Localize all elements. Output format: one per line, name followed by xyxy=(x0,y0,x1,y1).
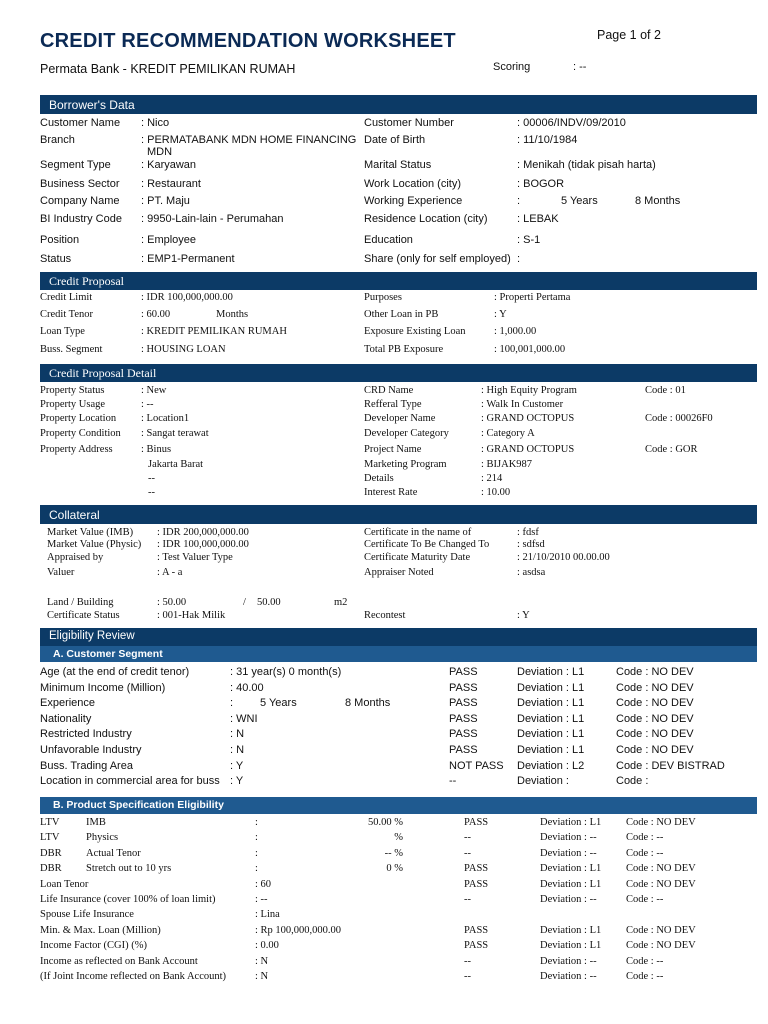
borrower-label: Segment Type xyxy=(40,159,111,171)
spec-label: DBR xyxy=(40,848,62,859)
borrower-value: : Restaurant xyxy=(141,178,201,190)
detail-value: : Sangat terawat xyxy=(141,428,209,439)
spec-label: Life Insurance (cover 100% of loan limit) xyxy=(40,894,216,905)
segment-label: Restricted Industry xyxy=(40,728,132,740)
borrower-value: : BOGOR xyxy=(517,178,565,190)
borrower-label: Position xyxy=(40,234,80,246)
page-title: CREDIT RECOMMENDATION WORKSHEET xyxy=(40,30,456,52)
spec-label: Income as reflected on Bank Account xyxy=(40,956,198,967)
segment-code: Code : NO DEV xyxy=(616,728,694,740)
section-product-spec: B. Product Specification Eligibility xyxy=(40,797,757,814)
collateral-value: : asdsa xyxy=(517,567,546,578)
spec-label: (If Joint Income reflected on Bank Account) xyxy=(40,971,227,982)
spec-sublabel: Physics xyxy=(86,832,119,843)
borrower-months: 8 Months xyxy=(635,195,681,207)
detail-label: Property Address xyxy=(40,444,113,455)
segment-value: : Y xyxy=(230,775,244,787)
detail-value: : Location1 xyxy=(141,413,190,424)
detail-value: : 214 xyxy=(481,473,503,484)
detail-label: Developer Category xyxy=(364,428,449,439)
segment-result: PASS xyxy=(449,682,478,694)
segment-result: PASS xyxy=(449,697,478,709)
section-eligibility: Eligibility Review xyxy=(40,628,757,646)
spec-number: -- % xyxy=(384,848,403,859)
segment-deviation: Deviation : L1 xyxy=(517,728,585,740)
section-borrower: Borrower's Data xyxy=(40,95,757,114)
borrower-label: Work Location (city) xyxy=(364,178,461,190)
borrower-value: : Karyawan xyxy=(141,159,197,171)
spec-deviation: Deviation : -- xyxy=(540,848,597,859)
spec-sublabel: Actual Tenor xyxy=(86,848,141,859)
address-line: -- xyxy=(148,473,155,484)
spec-deviation: Deviation : -- xyxy=(540,894,597,905)
credit-label: Purposes xyxy=(364,292,402,303)
cert-status-value: : 001-Hak Milik xyxy=(157,610,226,621)
detail-value: : Category A xyxy=(481,428,535,439)
segment-label: Experience xyxy=(40,697,96,709)
segment-label: Buss. Trading Area xyxy=(40,760,133,772)
borrower-label: Date of Birth xyxy=(364,134,426,146)
spec-value: : xyxy=(255,863,258,874)
credit-label: Credit Limit xyxy=(40,292,93,303)
borrower-label: Marital Status xyxy=(364,159,432,171)
segment-deviation: Deviation : xyxy=(517,775,569,787)
detail-value: : Binus xyxy=(141,444,172,455)
spec-value: : N xyxy=(255,956,269,967)
collateral-value: : Test Valuer Type xyxy=(157,552,233,563)
segment-result: NOT PASS xyxy=(449,760,504,772)
collateral-label: Certificate To Be Changed To xyxy=(364,539,490,550)
spec-result: -- xyxy=(464,894,471,905)
segment-result: PASS xyxy=(449,713,478,725)
detail-label: Refferal Type xyxy=(364,399,422,410)
address-line: -- xyxy=(148,487,155,498)
collateral-label: Appraised by xyxy=(47,552,104,563)
segment-code: Code : DEV BISTRAD xyxy=(616,760,725,772)
borrower-years: 5 Years xyxy=(561,195,598,207)
spec-deviation: Deviation : -- xyxy=(540,832,597,843)
page-number: Page 1 of 2 xyxy=(597,28,661,42)
spec-result: -- xyxy=(464,956,471,967)
credit-value: : Properti Pertama xyxy=(494,292,571,303)
spec-code: Code : NO DEV xyxy=(626,940,696,951)
segment-value: : 31 year(s) 0 month(s) xyxy=(230,666,342,678)
land-value: : 50.00 xyxy=(157,597,187,608)
cert-status-label: Certificate Status xyxy=(47,610,120,621)
collateral-value: : fdsf xyxy=(517,527,539,538)
detail-label: Project Name xyxy=(364,444,422,455)
spec-label: Income Factor (CGI) (%) xyxy=(40,940,147,951)
recontest-value: : Y xyxy=(517,610,530,621)
borrower-value: : PT. Maju xyxy=(141,195,190,207)
segment-deviation: Deviation : L1 xyxy=(517,744,585,756)
segment-label: Minimum Income (Million) xyxy=(40,682,166,694)
detail-label: Developer Name xyxy=(364,413,436,424)
segment-label: Unfavorable Industry xyxy=(40,744,142,756)
spec-result: -- xyxy=(464,971,471,982)
borrower-label: Working Experience xyxy=(364,195,463,207)
recontest-label: Recontest xyxy=(364,610,406,621)
spec-value: : -- xyxy=(255,894,268,905)
spec-sublabel: Stretch out to 10 yrs xyxy=(86,863,172,874)
collateral-label: Appraiser Noted xyxy=(364,567,434,578)
borrower-value: : 9950-Lain-lain - Perumahan xyxy=(141,213,284,225)
borrower-label: Customer Number xyxy=(364,117,454,129)
detail-code: Code : GOR xyxy=(645,444,698,455)
segment-code: Code : NO DEV xyxy=(616,682,694,694)
address-line: Jakarta Barat xyxy=(148,459,204,470)
land-building-label: Land / Building xyxy=(47,597,114,608)
credit-label: Credit Tenor xyxy=(40,309,94,320)
borrower-value: : S-1 xyxy=(517,234,541,246)
credit-value: : HOUSING LOAN xyxy=(141,344,226,355)
collateral-label: Certificate Maturity Date xyxy=(364,552,471,563)
borrower-label: Company Name xyxy=(40,195,120,207)
borrower-label: BI Industry Code xyxy=(40,213,122,225)
segment-label: Nationality xyxy=(40,713,92,725)
spec-value: : 0.00 xyxy=(255,940,279,951)
credit-value: : 60.00 xyxy=(141,309,171,320)
collateral-label: Market Value (Physic) xyxy=(47,539,142,550)
segment-result: PASS xyxy=(449,728,478,740)
spec-code: Code : -- xyxy=(626,848,664,859)
borrower-value: : PERMATABANK MDN HOME FINANCING xyxy=(141,134,357,146)
spec-label: Spouse Life Insurance xyxy=(40,909,134,920)
spec-code: Code : NO DEV xyxy=(626,817,696,828)
segment-value: : Y xyxy=(230,760,244,772)
spec-label: LTV xyxy=(40,832,60,843)
spec-value: : N xyxy=(255,971,269,982)
credit-value: : IDR 100,000,000.00 xyxy=(141,292,233,303)
section-collateral: Collateral xyxy=(40,505,757,524)
spec-number: % xyxy=(394,832,403,843)
segment-code: Code : NO DEV xyxy=(616,697,694,709)
spec-number: 0 % xyxy=(386,863,403,874)
spec-value: : Lina xyxy=(255,909,280,920)
collateral-value: : A - a xyxy=(157,567,183,578)
borrower-value: : LEBAK xyxy=(517,213,559,225)
spec-number: 50.00 % xyxy=(368,817,403,828)
spec-deviation: Deviation : -- xyxy=(540,971,597,982)
borrower-value: : xyxy=(517,253,521,265)
segment-deviation: Deviation : L1 xyxy=(517,713,585,725)
collateral-label: Valuer xyxy=(47,567,75,578)
section-proposal-detail: Credit Proposal Detail xyxy=(40,364,757,382)
borrower-value: : 00006/INDV/09/2010 xyxy=(517,117,626,129)
borrower-value: : Employee xyxy=(141,234,197,246)
spec-result: PASS xyxy=(464,879,489,890)
segment-value: : xyxy=(230,697,234,709)
spec-result: PASS xyxy=(464,940,489,951)
borrower-value-cont: MDN xyxy=(147,146,173,158)
spec-result: PASS xyxy=(464,925,489,936)
detail-label: Property Location xyxy=(40,413,117,424)
segment-result: PASS xyxy=(449,666,478,678)
credit-label: Total PB Exposure xyxy=(364,344,444,355)
detail-label: Property Usage xyxy=(40,399,106,410)
segment-code: Code : NO DEV xyxy=(616,666,694,678)
land-building-slash: / xyxy=(243,597,246,608)
segment-value: : N xyxy=(230,728,245,740)
spec-deviation: Deviation : L1 xyxy=(540,925,602,936)
borrower-value: : xyxy=(517,195,521,207)
segment-value: : 40.00 xyxy=(230,682,264,694)
segment-code: Code : xyxy=(616,775,649,787)
credit-value: : Y xyxy=(494,309,507,320)
detail-value: : BIJAK987 xyxy=(481,459,533,470)
spec-deviation: Deviation : -- xyxy=(540,956,597,967)
detail-value: : 10.00 xyxy=(481,487,511,498)
spec-result: -- xyxy=(464,832,471,843)
credit-label: Loan Type xyxy=(40,326,85,337)
spec-code: Code : NO DEV xyxy=(626,863,696,874)
spec-deviation: Deviation : L1 xyxy=(540,879,602,890)
borrower-label: Status xyxy=(40,253,72,265)
borrower-value: : 11/10/1984 xyxy=(517,134,578,146)
borrower-value: : EMP1-Permanent xyxy=(141,253,235,265)
credit-label: Other Loan in PB xyxy=(364,309,439,320)
spec-result: PASS xyxy=(464,817,489,828)
borrower-value: : Nico xyxy=(141,117,170,129)
segment-deviation: Deviation : L1 xyxy=(517,682,585,694)
detail-label: Property Condition xyxy=(40,428,121,439)
credit-unit: Months xyxy=(216,309,249,320)
detail-value: : GRAND OCTOPUS xyxy=(481,444,575,455)
section-credit-proposal: Credit Proposal xyxy=(40,272,757,290)
borrower-label: Customer Name xyxy=(40,117,121,129)
credit-value: : 1,000.00 xyxy=(494,326,537,337)
spec-label: Min. & Max. Loan (Million) xyxy=(40,925,161,936)
segment-deviation: Deviation : L1 xyxy=(517,666,585,678)
detail-value: : New xyxy=(141,385,167,396)
spec-code: Code : NO DEV xyxy=(626,879,696,890)
spec-deviation: Deviation : L1 xyxy=(540,817,602,828)
spec-code: Code : -- xyxy=(626,971,664,982)
spec-code: Code : NO DEV xyxy=(626,925,696,936)
segment-deviation: Deviation : L2 xyxy=(517,760,585,772)
segment-result: PASS xyxy=(449,744,478,756)
borrower-value: : Menikah (tidak pisah harta) xyxy=(517,159,656,171)
collateral-value: : IDR 100,000,000.00 xyxy=(157,539,249,550)
segment-deviation: Deviation : L1 xyxy=(517,697,585,709)
borrower-label: Branch xyxy=(40,134,75,146)
collateral-label: Certificate in the name of xyxy=(364,527,472,538)
area-unit: m2 xyxy=(334,597,348,608)
spec-result: -- xyxy=(464,848,471,859)
spec-code: Code : -- xyxy=(626,894,664,905)
collateral-value: : 21/10/2010 00.00.00 xyxy=(517,552,610,563)
detail-value: : -- xyxy=(141,399,154,410)
spec-value: : xyxy=(255,832,258,843)
detail-label: Interest Rate xyxy=(364,487,418,498)
spec-deviation: Deviation : L1 xyxy=(540,940,602,951)
spec-code: Code : -- xyxy=(626,832,664,843)
segment-label: Age (at the end of credit tenor) xyxy=(40,666,190,678)
credit-label: Buss. Segment xyxy=(40,344,103,355)
collateral-value: : IDR 200,000,000.00 xyxy=(157,527,249,538)
scoring-label: Scoring xyxy=(493,61,531,73)
spec-deviation: Deviation : L1 xyxy=(540,863,602,874)
collateral-value: : sdfsd xyxy=(517,539,545,550)
spec-value: : xyxy=(255,848,258,859)
collateral-label: Market Value (IMB) xyxy=(47,527,134,538)
spec-value: : xyxy=(255,817,258,828)
detail-value: : High Equity Program xyxy=(481,385,577,396)
page-subtitle: Permata Bank - KREDIT PEMILIKAN RUMAH xyxy=(40,62,296,76)
credit-value: : KREDIT PEMILIKAN RUMAH xyxy=(141,326,287,337)
detail-code: Code : 01 xyxy=(645,385,686,396)
segment-code: Code : NO DEV xyxy=(616,713,694,725)
borrower-label: Share (only for self employed) xyxy=(364,253,511,265)
detail-code: Code : 00026F0 xyxy=(645,413,713,424)
segment-value: : WNI xyxy=(230,713,258,725)
spec-label: LTV xyxy=(40,817,60,828)
segment-label: Location in commercial area for buss xyxy=(40,775,220,787)
segment-code: Code : NO DEV xyxy=(616,744,694,756)
detail-label: Marketing Program xyxy=(364,459,447,470)
detail-value: : GRAND OCTOPUS xyxy=(481,413,575,424)
spec-code: Code : -- xyxy=(626,956,664,967)
segment-value: : N xyxy=(230,744,245,756)
detail-label: CRD Name xyxy=(364,385,414,396)
borrower-label: Business Sector xyxy=(40,178,120,190)
segment-result: -- xyxy=(449,775,457,787)
detail-label: Property Status xyxy=(40,385,105,396)
spec-sublabel: IMB xyxy=(86,817,106,828)
credit-label: Exposure Existing Loan xyxy=(364,326,466,337)
spec-value: : 60 xyxy=(255,879,272,890)
building-value: 50.00 xyxy=(257,597,281,608)
scoring-value: : -- xyxy=(573,61,587,73)
spec-label: Loan Tenor xyxy=(40,879,89,890)
borrower-label: Residence Location (city) xyxy=(364,213,488,225)
spec-label: DBR xyxy=(40,863,62,874)
detail-value: : Walk In Customer xyxy=(481,399,564,410)
spec-value: : Rp 100,000,000.00 xyxy=(255,925,342,936)
spec-result: PASS xyxy=(464,863,489,874)
detail-label: Details xyxy=(364,473,394,484)
section-customer-segment: A. Customer Segment xyxy=(40,646,757,662)
credit-value: : 100,001,000.00 xyxy=(494,344,566,355)
borrower-label: Education xyxy=(364,234,413,246)
segment-years: 5 Years xyxy=(260,697,297,709)
segment-months: 8 Months xyxy=(345,697,391,709)
